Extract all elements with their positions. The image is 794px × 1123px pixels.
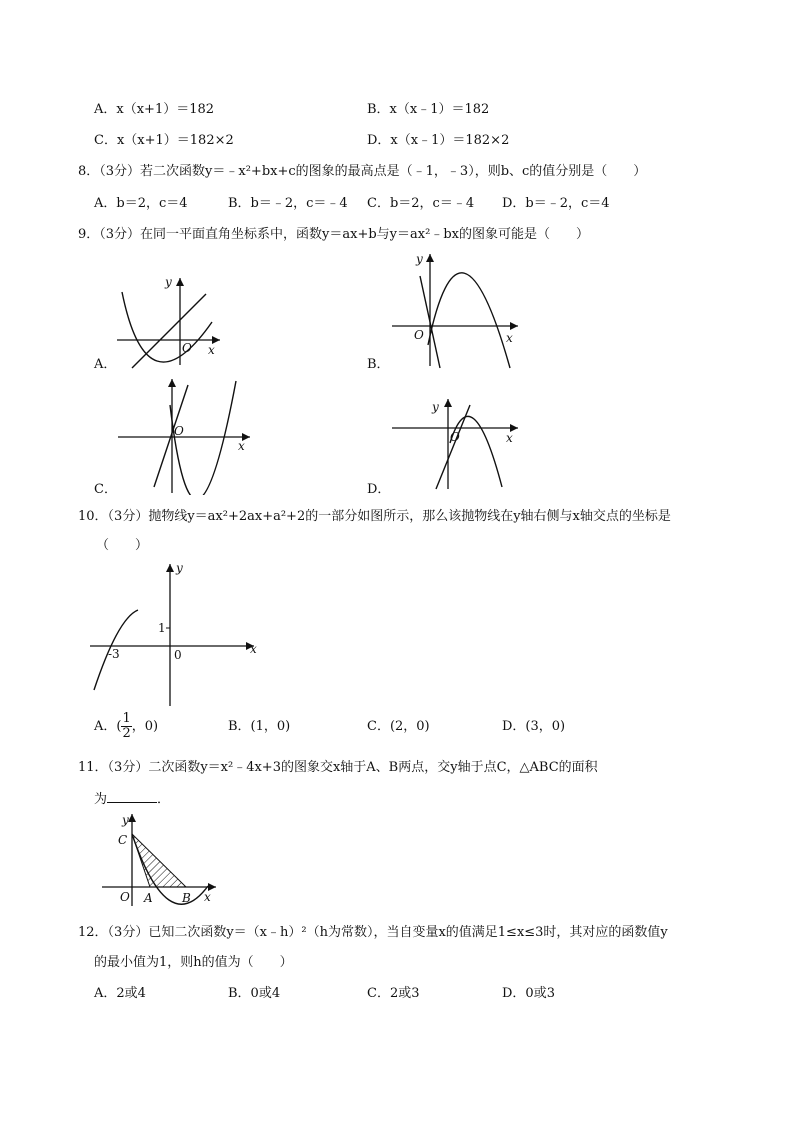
q7-option-c: C．x（x+1）＝182×2 [94, 133, 234, 148]
q10-stem-continued: （ ） [96, 538, 149, 553]
q12-stem-continued: 的最小值为1，则h的值为（ ） [94, 955, 293, 970]
q9-figure-c [112, 375, 257, 495]
q9-option-c-label: C． [94, 482, 117, 497]
q11-prefix: 为 [94, 792, 108, 807]
q10-option-b: B．(1，0) [228, 719, 291, 734]
fraction-numerator: 1 [122, 711, 131, 726]
y-axis-label: y [416, 252, 423, 266]
q10-option-a-suffix: ，0) [131, 719, 159, 734]
q10-figure [86, 558, 266, 708]
q8-option-d: D．b＝﹣2，c＝4 [502, 196, 610, 211]
q8-option-a: A．b＝2，c＝4 [94, 196, 188, 211]
point-c-label: C [118, 833, 128, 847]
q9-figure-d [388, 393, 528, 493]
fraction-denominator: 2 [122, 726, 131, 741]
q8-option-b: B．b＝﹣2，c＝﹣4 [228, 196, 348, 211]
q10-option-a [94, 712, 158, 741]
q11-suffix: ． [157, 792, 171, 807]
q12-option-b: B．0或4 [228, 986, 281, 1001]
x-axis-label: x [250, 642, 257, 656]
q10-stem: 10．（3分）抛物线y＝ax²+2ax+a²+2的一部分如图所示，那么该抛物线在y轴右侧与x轴交点的坐标是 [78, 509, 671, 524]
x-axis-label: x [506, 431, 513, 445]
q12-option-d: D．0或3 [502, 986, 555, 1001]
q9-option-a-label: A． [94, 357, 117, 372]
q9-figure-b [388, 250, 528, 370]
q7-option-d: D．x（x﹣1）＝182×2 [367, 133, 510, 148]
q11-stem-continued [94, 790, 170, 808]
x-axis-label: x [506, 331, 513, 345]
q10-option-c: C．(2，0) [367, 719, 430, 734]
q11-figure [98, 810, 228, 910]
x-axis-label: x [204, 890, 211, 904]
origin-label: O [414, 328, 424, 342]
answer-blank [107, 790, 157, 803]
q8-stem: 8．（3分）若二次函数y＝﹣x²+bx+c的图象的最高点是（﹣1，﹣3），则b、c的值分别是（ ） [78, 164, 647, 179]
q10-option-a-fraction [121, 712, 131, 741]
x-axis-label: x [208, 343, 215, 357]
origin-label: O [174, 424, 184, 438]
q11-stem: 11．（3分）二次函数y＝x²﹣4x+3的图象交x轴于A、B两点，交y轴于点C，△ABC的面积 [78, 760, 598, 775]
origin-label: 0 [174, 648, 182, 662]
q9-stem: 9．（3分）在同一平面直角坐标系中，函数y＝ax+b与y＝ax²﹣bx的图象可能是（ ） [78, 227, 589, 242]
tick-label-neg3: -3 [108, 647, 120, 661]
origin-label: O [450, 430, 460, 444]
q8-option-c: C．b＝2，c＝﹣4 [367, 196, 475, 211]
q9-figure-a [112, 270, 227, 370]
q9-option-b-label: B． [367, 357, 390, 372]
tick-label-1: 1 [158, 621, 166, 635]
q7-option-a: A．x（x+1）＝182 [94, 102, 215, 117]
y-axis-label: y [176, 561, 183, 575]
origin-label: O [120, 890, 130, 904]
q12-option-c: C．2或3 [367, 986, 420, 1001]
y-axis-label: y [165, 275, 172, 289]
point-b-label: B [182, 891, 191, 905]
q10-option-d: D．(3，0) [502, 719, 566, 734]
q9-option-d-label: D． [367, 482, 391, 497]
q7-option-b: B．x（x﹣1）＝182 [367, 102, 490, 117]
q12-stem: 12．（3分）已知二次函数y＝（x﹣h）²（h为常数），当自变量x的值满足1≤x≤3时，其对应的函数值y [78, 925, 668, 940]
q12-option-a: A．2或4 [94, 986, 146, 1001]
origin-label: O [182, 341, 192, 355]
point-a-label: A [144, 891, 153, 905]
y-axis-label: y [432, 400, 439, 414]
q10-option-a-prefix: A．( [94, 719, 122, 734]
x-axis-label: x [238, 439, 245, 453]
y-axis-label: y [122, 813, 129, 827]
